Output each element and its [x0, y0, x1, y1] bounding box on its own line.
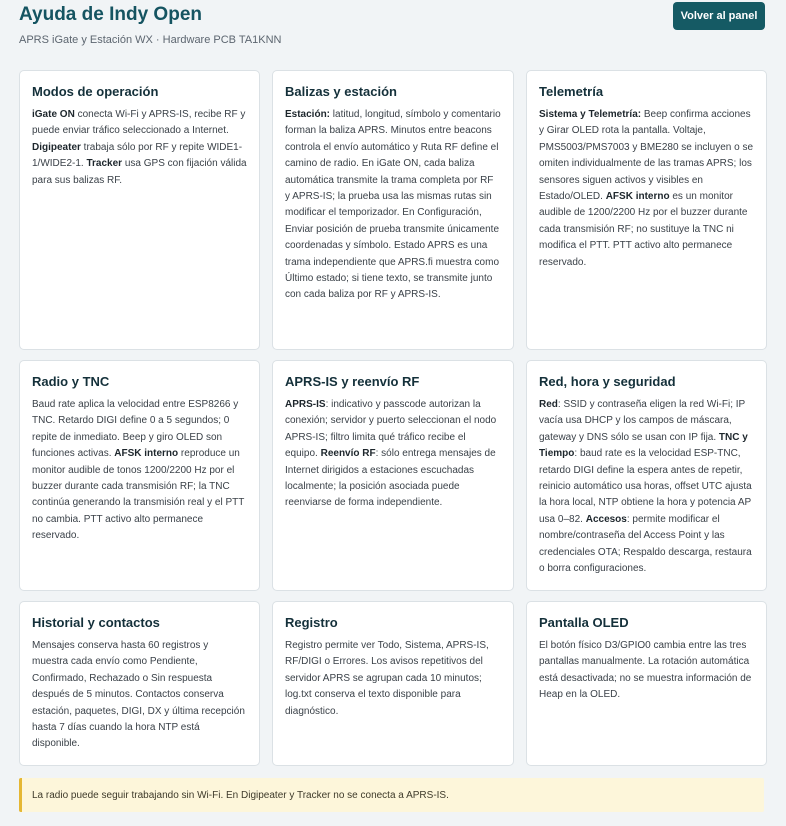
card-body — [32, 397, 247, 545]
card-body — [285, 107, 501, 304]
card-body-text: : sólo entrega mensajes de Internet dirigidos a estaciones escuchadas localmente; la posición asociada puede reenviarse de forma independiente. — [285, 448, 496, 509]
card-body-text: usa GPS con fijación válida para sus balizas RF. — [32, 158, 247, 186]
card-body-emphasis: Sistema y Telemetría: — [539, 109, 642, 120]
card-title: APRS-IS y reenvío RF — [285, 374, 420, 389]
back-to-panel-button[interactable]: Volver al panel — [673, 2, 765, 30]
card-body-emphasis: Estación: — [285, 109, 331, 120]
card-body — [285, 638, 501, 720]
card-title: Registro — [285, 615, 338, 630]
page-header — [19, 4, 767, 48]
card-body — [32, 638, 247, 753]
card-body-emphasis: AFSK interno — [114, 448, 179, 460]
card-balizas-estacion — [272, 70, 514, 350]
card-body-text: Mensajes conserva hasta 60 registros y muestra cada envío como Pendiente, Confirmado, Rechazado o Sin respuesta después de 5 minutos. Contactos conserva estación, paquetes, DIGI, DX y última recepción hasta 7 días cuando la hora NTP está disponible. — [32, 640, 245, 750]
card-body-emphasis: AFSK interno — [605, 191, 670, 203]
help-cards-grid — [19, 70, 767, 766]
card-body-emphasis: iGate ON — [32, 109, 75, 120]
card-red-hora-seguridad — [526, 360, 767, 591]
card-historial-contactos — [19, 601, 260, 766]
card-body-emphasis: TNC y Tiempo — [539, 431, 748, 460]
card-modos-operacion — [19, 70, 260, 350]
card-body-text: : indicativo y passcode autorizan la conexión; servidor y puerto seleccionan el nodo APRS-IS; filtro limita qué tráfico recibe el equipo. — [285, 399, 497, 460]
card-body — [32, 107, 247, 189]
card-body-text: latitud, longitud, símbolo y comentario forman la baliza APRS. Minutos entre beacons controla el envío automático y Ruta RF define el camino de radio. En iGate ON, cada baliza automática transmite la trama completa por RF y APRS-IS; la prueba usa las mismas rutas sin modificar el temporizador. En Configuración, Enviar posición de prueba transmite únicamente coordenadas y símbolo. Estado APRS es una trama independiente que APRS.fi muestra como Último estado; si tiene texto, se transmite junto con cada baliza por RF y APRS-IS. — [285, 109, 501, 301]
card-radio-tnc — [19, 360, 260, 591]
card-body-emphasis: Red — [539, 399, 558, 410]
page-title: Ayuda de Indy Open — [19, 4, 202, 25]
info-notice: La radio puede seguir trabajando sin Wi-Fi. En Digipeater y Tracker no se conecta a APRS-IS. — [19, 778, 764, 812]
card-body-emphasis: Digipeater — [32, 141, 81, 153]
card-body-text: : baud rate es la velocidad ESP-TNC, retardo DIGI define la espera antes de repetir, reinicio automático usa horas, offset UTC ajusta la hora local, NTP obtiene la hora y potencia AP usa 0–82. — [539, 448, 752, 525]
card-body-emphasis: Reenvío RF — [320, 448, 376, 460]
card-body-emphasis: Accesos — [585, 513, 627, 525]
card-body-text: trabaja sólo por RF y repite WIDE1-1/WIDE2-1. — [32, 141, 243, 170]
card-body-text: El botón físico D3/GPIO0 cambia entre las tres pantallas manualmente. La rotación automática está desactivada; no se muestra información de Heap en la OLED. — [539, 640, 752, 701]
card-body-text: reproduce un monitor audible de tonos 1200/2200 Hz por el buzzer durante cada transmisión RF; la TNC continúa generando la transmisión real y el PTT no cambia. PTT activo alto permanece reservado. — [32, 448, 245, 542]
card-body-text: conecta Wi-Fi y APRS-IS, recibe RF y puede enviar tráfico seleccionado a Internet. — [32, 109, 246, 137]
card-aprs-is-reenvio — [272, 360, 514, 591]
card-body-text: : permite modificar el nombre/contraseña del Access Point y las credenciales OTA; Respaldo descarga, restaura o borra configuraciones. — [539, 513, 752, 575]
card-body — [539, 638, 754, 704]
card-body-emphasis: APRS-IS — [285, 399, 326, 410]
card-title: Telemetría — [539, 84, 604, 99]
card-body-emphasis: Tracker — [86, 158, 123, 170]
card-body-text: Beep confirma acciones y Girar OLED rota la pantalla. Voltaje, PMS5003/PMS7003 y BME280 se incluyen o se omiten individualmente de las tramas APRS; los sensores siguen activos y visibles en Estado/OLED. — [539, 109, 754, 203]
card-title: Red, hora y seguridad — [539, 374, 676, 389]
card-title: Balizas y estación — [285, 84, 397, 99]
card-body-text: Baud rate aplica la velocidad entre ESP8266 y TNC. Retardo DIGI define 0 a 5 segundos; 0 repite de inmediato. Beep y giro OLED son funciones activas. — [32, 399, 239, 460]
card-body-text: Registro permite ver Todo, Sistema, APRS-IS, RF/DIGI o Errores. Los avisos repetitivos del servidor APRS se agrupan cada 10 minutos; log.txt conserva el texto disponible para diagnóstico. — [285, 640, 489, 717]
card-telemetria — [526, 70, 767, 350]
card-body-text: : SSID y contraseña eligen la red Wi-Fi; IP vacía usa DHCP y los campos de máscara, gateway y DNS sólo se usan con IP fija. — [539, 399, 746, 443]
card-body — [539, 397, 754, 577]
card-pantalla-oled — [526, 601, 767, 766]
card-title: Radio y TNC — [32, 374, 110, 389]
card-title: Modos de operación — [32, 84, 159, 99]
card-title: Historial y contactos — [32, 615, 160, 630]
card-body — [285, 397, 501, 512]
page-subtitle: APRS iGate y Estación WX · Hardware PCB TA1KNN — [19, 34, 282, 46]
card-body-text: es un monitor audible de 1200/2200 Hz por el buzzer durante cada transmisión RF; no sustituye la TNC ni modifica el PTT. PTT activo alto permanece reservado. — [539, 191, 748, 268]
card-title: Pantalla OLED — [539, 615, 629, 630]
card-registro — [272, 601, 514, 766]
card-body — [539, 107, 754, 271]
